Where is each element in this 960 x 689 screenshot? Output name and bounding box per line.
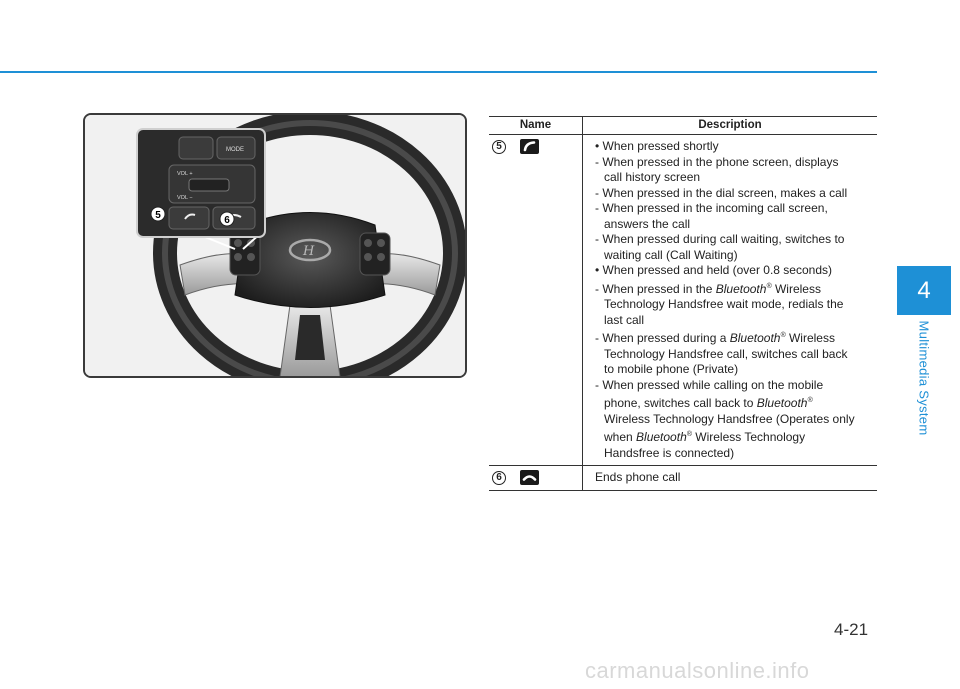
description-line bbox=[595, 446, 877, 462]
phone-hangup-icon bbox=[520, 470, 539, 485]
name-cell bbox=[489, 466, 582, 490]
table-row bbox=[489, 135, 877, 466]
description-line bbox=[595, 427, 877, 446]
description-line bbox=[595, 362, 877, 378]
steering-wheel-figure bbox=[83, 113, 467, 378]
steering-wheel-illustration bbox=[85, 115, 465, 376]
svg-text:H: H bbox=[303, 244, 315, 259]
description-text: Bluetooth bbox=[756, 396, 808, 410]
description-line bbox=[595, 412, 877, 428]
description-line bbox=[595, 347, 877, 363]
description-line bbox=[595, 186, 877, 202]
description-text: - When pressed in the incoming call screen, bbox=[595, 201, 828, 215]
page-number: 4-21 bbox=[834, 620, 869, 639]
column-header-name: Name bbox=[519, 119, 552, 131]
description-line bbox=[595, 297, 877, 313]
description-text: - When pressed while calling on the mobile bbox=[595, 377, 824, 392]
callout-6: 6 bbox=[224, 215, 230, 226]
description-text: phone, switches call back to bbox=[604, 396, 757, 410]
table-header bbox=[489, 116, 877, 135]
description-line bbox=[595, 378, 877, 394]
description-line bbox=[595, 313, 877, 329]
callout-5: 5 bbox=[155, 210, 161, 221]
vol-down-label: VOL − bbox=[177, 195, 193, 201]
description-text: Handsfree is connected) bbox=[604, 445, 735, 460]
mode-button-label: MODE bbox=[226, 147, 244, 153]
description-text: Technology Handsfree call, switches call back bbox=[604, 346, 848, 361]
description-text: ® bbox=[686, 431, 692, 438]
description-text: • When pressed and held (over 0.8 seconds) bbox=[595, 263, 832, 277]
description-line bbox=[595, 170, 877, 186]
description-text: Ends phone call bbox=[595, 470, 681, 484]
description-text: • When pressed shortly bbox=[595, 139, 719, 153]
name-cell bbox=[489, 135, 582, 465]
description-cell bbox=[582, 135, 877, 465]
description-text: - When pressed in the phone screen, displays bbox=[595, 154, 839, 169]
header-rule bbox=[0, 71, 877, 73]
description-text: Bluetooth bbox=[715, 281, 767, 296]
description-line bbox=[595, 248, 877, 264]
phone-pickup-icon bbox=[520, 139, 539, 154]
description-line bbox=[595, 263, 877, 279]
description-line bbox=[595, 393, 877, 412]
description-line bbox=[595, 232, 877, 248]
description-text: Wireless bbox=[771, 281, 821, 296]
description-text: - When pressed during call waiting, switches to bbox=[595, 232, 845, 246]
description-text: call history screen bbox=[604, 170, 701, 184]
description-line bbox=[595, 328, 877, 347]
number-badge: 5 bbox=[492, 140, 506, 154]
chapter-title: Multimedia System bbox=[916, 320, 932, 436]
description-text: answers the call bbox=[604, 216, 691, 231]
description-line bbox=[595, 139, 877, 155]
description-text: last call bbox=[604, 312, 645, 327]
description-line bbox=[595, 201, 877, 217]
description-text: ® bbox=[766, 282, 772, 290]
description-text: when bbox=[604, 430, 637, 444]
button-description-table bbox=[489, 116, 877, 491]
description-text: to mobile phone (Private) bbox=[604, 362, 739, 376]
description-text: Bluetooth bbox=[729, 331, 781, 345]
description-cell bbox=[582, 466, 877, 490]
description-line bbox=[595, 155, 877, 171]
description-text: Bluetooth bbox=[636, 430, 687, 444]
watermark: carmanualsonline.info bbox=[585, 658, 810, 683]
table-row bbox=[489, 466, 877, 491]
description-text: waiting call (Call Waiting) bbox=[604, 247, 738, 262]
description-text: Wireless bbox=[785, 331, 835, 345]
chapter-tab: 4 bbox=[897, 266, 951, 315]
number-badge: 6 bbox=[492, 471, 506, 485]
description-text: ® bbox=[780, 332, 786, 339]
description-text: Technology Handsfree wait mode, redials the bbox=[604, 297, 844, 311]
description-text: Wireless Technology bbox=[691, 430, 806, 444]
description-line bbox=[595, 279, 877, 298]
description-text: - When pressed in the bbox=[595, 281, 716, 296]
description-line bbox=[595, 470, 877, 486]
description-line bbox=[595, 217, 877, 233]
description-text: Wireless Technology Handsfree (Operates only bbox=[604, 411, 855, 426]
description-text: ® bbox=[807, 397, 813, 404]
column-header-description: Description bbox=[582, 117, 877, 134]
description-text: - When pressed in the dial screen, makes a call bbox=[595, 185, 848, 200]
vol-up-label: VOL + bbox=[177, 171, 193, 177]
description-text: - When pressed during a bbox=[595, 331, 730, 345]
